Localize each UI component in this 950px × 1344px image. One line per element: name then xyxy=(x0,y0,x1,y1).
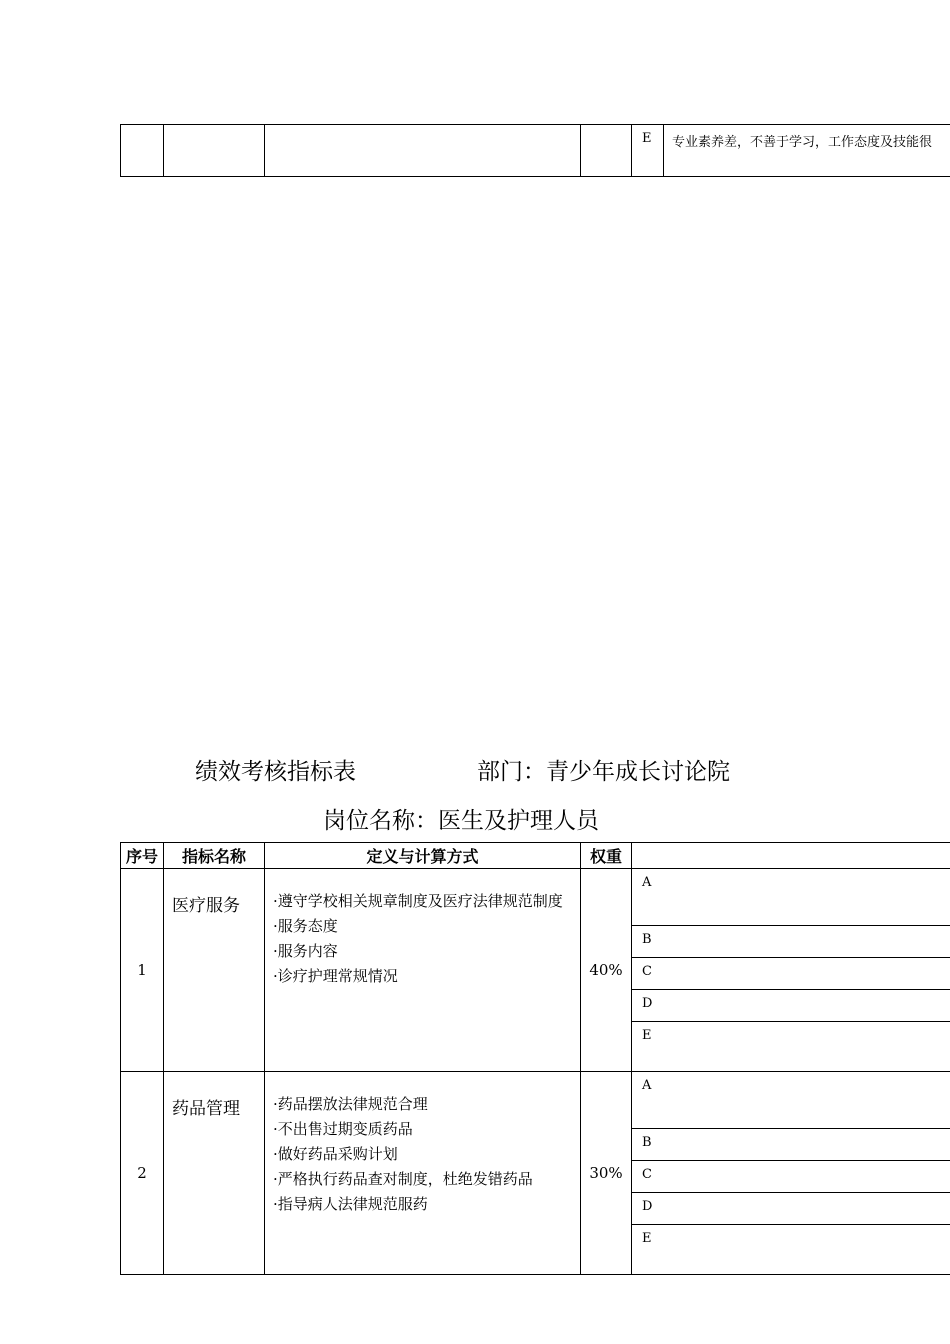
table-title: 绩效考核指标表 xyxy=(195,759,356,785)
table-row xyxy=(121,869,950,926)
row-seq: 1 xyxy=(121,869,164,1072)
definition-line: ·指导病人法律规范服药 xyxy=(273,1195,428,1213)
grade-b: B xyxy=(632,926,950,958)
table-header-row xyxy=(121,843,950,869)
indicator-definition xyxy=(265,869,581,1072)
grade-c: C xyxy=(632,1161,950,1193)
definition-line: ·服务内容 xyxy=(273,942,338,960)
grade-e: E xyxy=(632,1225,950,1275)
table-row xyxy=(121,125,950,177)
empty-cell xyxy=(164,125,265,177)
definition-line: ·不出售过期变质药品 xyxy=(273,1120,413,1138)
definition-line: ·严格执行药品查对制度，杜绝发错药品 xyxy=(273,1170,533,1188)
definition-line: ·服务态度 xyxy=(273,917,338,935)
definition-line: ·药品摆放法律规范合理 xyxy=(273,1095,428,1113)
grade-letter: E xyxy=(632,125,664,177)
header-weight: 权重 xyxy=(581,843,632,869)
table-row xyxy=(121,1072,950,1129)
indicator-definition xyxy=(265,1072,581,1275)
definition-line: ·遵守学校相关规章制度及医疗法律规范制度 xyxy=(273,892,563,910)
grade-d: D xyxy=(632,990,950,1022)
empty-cell xyxy=(265,125,581,177)
definition-line: ·诊疗护理常规情况 xyxy=(273,967,398,985)
indicator-weight: 30% xyxy=(581,1072,632,1275)
grade-c: C xyxy=(632,958,950,990)
grade-description: 专业素养差，不善于学习，工作态度及技能很 xyxy=(664,125,950,177)
definition-line: ·做好药品采购计划 xyxy=(273,1145,398,1163)
previous-table-fragment xyxy=(120,124,950,177)
grade-e: E xyxy=(632,1022,950,1072)
grade-a: A xyxy=(632,869,950,926)
grade-b: B xyxy=(632,1129,950,1161)
header-seq: 序号 xyxy=(121,843,164,869)
empty-cell xyxy=(581,125,632,177)
grade-d: D xyxy=(632,1193,950,1225)
department-label: 部门：青少年成长讨论院 xyxy=(477,759,730,785)
indicator-name: 药品管理 xyxy=(164,1072,265,1275)
header-name: 指标名称 xyxy=(164,843,265,869)
indicator-weight: 40% xyxy=(581,869,632,1072)
empty-cell xyxy=(121,125,164,177)
kpi-table xyxy=(120,842,950,1275)
indicator-name: 医疗服务 xyxy=(164,869,265,1072)
grade-a: A xyxy=(632,1072,950,1129)
position-label: 岗位名称：医生及护理人员 xyxy=(323,808,599,834)
header-grade xyxy=(632,843,950,869)
header-definition: 定义与计算方式 xyxy=(265,843,581,869)
row-seq: 2 xyxy=(121,1072,164,1275)
